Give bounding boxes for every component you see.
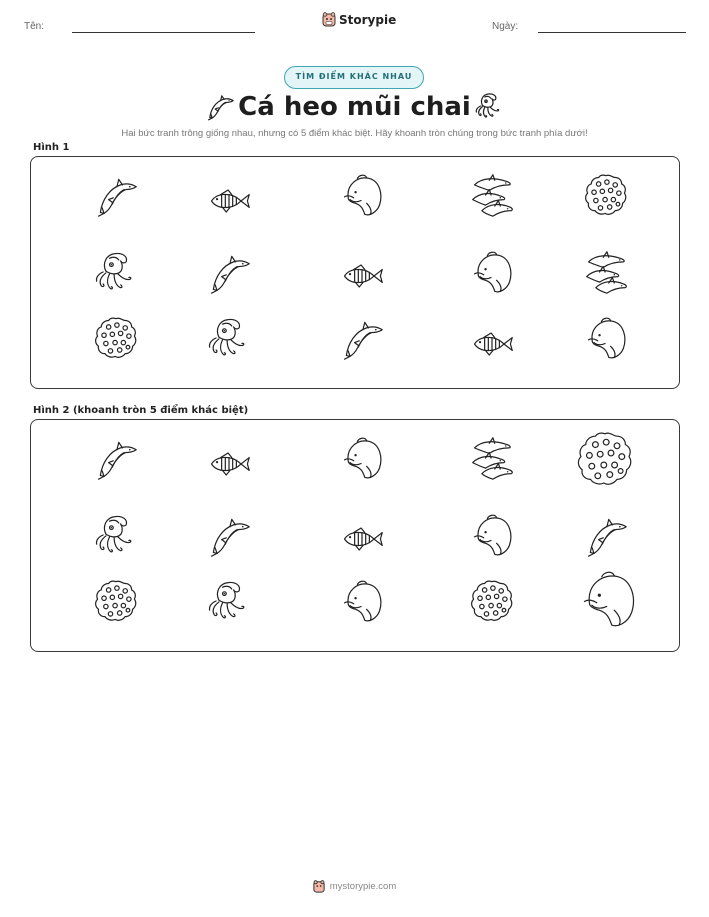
- dolphin-pod-icon[interactable]: [469, 435, 515, 481]
- picture1-label: Hình 1: [33, 142, 70, 153]
- footer-site: mystorypie.com: [329, 881, 397, 892]
- instructions: Hai bức tranh trông giống nhau, nhưng có 5 điểm khác biệt. Hãy khoanh tròn chúng trong bức tranh phía dưới!: [121, 128, 588, 139]
- coral-sponge-icon[interactable]: [93, 578, 139, 624]
- worksheet-tag: TÌM ĐIỂM KHÁC NHAU: [284, 66, 424, 89]
- date-label: Ngày:: [492, 21, 519, 32]
- picture2-label: Hình 2 (khoanh tròn 5 điểm khác biệt): [33, 405, 249, 416]
- fish-icon[interactable]: [206, 178, 252, 224]
- fish-icon[interactable]: [469, 321, 515, 367]
- fish-icon[interactable]: [339, 253, 385, 299]
- dolphin-jumping-icon[interactable]: [93, 172, 139, 218]
- dolphin-face-icon[interactable]: [469, 249, 515, 295]
- dolphin-jumping-icon[interactable]: [206, 512, 252, 558]
- coral-sponge-icon[interactable]: [583, 172, 629, 218]
- coral-sponge-icon[interactable]: [469, 578, 515, 624]
- dolphin-jumping-icon[interactable]: [339, 315, 385, 361]
- storypie-footer-logo-icon: [313, 880, 325, 893]
- fish-icon[interactable]: [339, 516, 385, 562]
- dolphin-face-icon[interactable]: [583, 315, 629, 361]
- dolphin-decoration-icon: [205, 91, 235, 121]
- squid-icon[interactable]: [93, 512, 139, 558]
- dolphin-face-icon[interactable]: [339, 578, 385, 624]
- footer: [0, 880, 709, 893]
- dolphin-face-icon[interactable]: [577, 568, 639, 630]
- picture2-panel[interactable]: [30, 419, 680, 652]
- squid-icon[interactable]: [206, 315, 252, 361]
- dolphin-pod-icon[interactable]: [583, 249, 629, 295]
- squid-icon[interactable]: [206, 578, 252, 624]
- coral-sponge-icon[interactable]: [93, 315, 139, 361]
- squid-decoration-icon: [474, 91, 504, 121]
- dolphin-jumping-icon[interactable]: [206, 249, 252, 295]
- name-line[interactable]: [72, 32, 255, 33]
- dolphin-face-icon[interactable]: [339, 435, 385, 481]
- worksheet-title: Cá heo mũi chai: [238, 92, 471, 122]
- coral-sponge-icon[interactable]: [575, 429, 635, 489]
- dolphin-jumping-icon[interactable]: [583, 512, 629, 558]
- brand-name: Storypie: [339, 12, 397, 27]
- storypie-logo-icon: [322, 12, 336, 27]
- date-line[interactable]: [538, 32, 686, 33]
- name-label: Tên:: [24, 21, 45, 32]
- picture1-panel[interactable]: [30, 156, 680, 389]
- dolphin-face-icon[interactable]: [339, 172, 385, 218]
- fish-icon[interactable]: [206, 441, 252, 487]
- dolphin-jumping-icon[interactable]: [93, 435, 139, 481]
- dolphin-face-icon[interactable]: [469, 512, 515, 558]
- dolphin-pod-icon[interactable]: [469, 172, 515, 218]
- squid-icon[interactable]: [93, 249, 139, 295]
- brand: [322, 12, 396, 27]
